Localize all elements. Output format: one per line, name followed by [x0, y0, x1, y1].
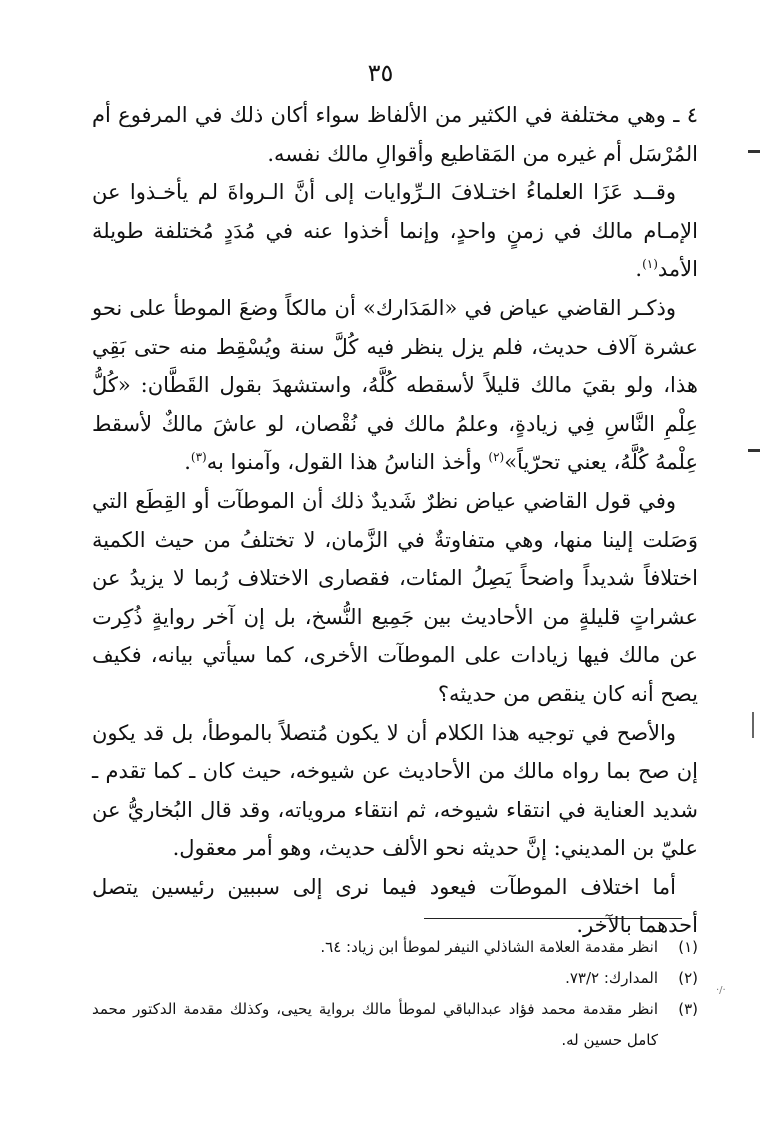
page-number: ٣٥ — [367, 59, 394, 87]
scan-edge-mark — [752, 712, 754, 738]
scan-margin-mark — [748, 150, 760, 153]
footnote-ref-3[interactable]: (٣) — [190, 450, 207, 465]
paragraph-point-4: ٤ ـ وهي مختلفة في الكثير من الألفاظ سواء أكان ذلك في المرفوع أم المُرْسَل أم غيره من المَقاطيع وأقوالِ مالك نفسه. — [92, 103, 698, 166]
paragraph-critique: وفي قول القاضي عياض نظرٌ شَديدٌ ذلك أن الموطآت أو القِطَع التي وَصَلت إلينا منها، وهي متفاوتةٌ في الزَّمان، لا تختلفُ من حيث الكمية اختلافاً شديداً واضحاً يَصِلُ المئات، فقصارى الاختلاف رُبما لا يزيدُ عن عشراتٍ قليلةٍ من الأحاديث بين جَمِيع النُّسخ، بل إن آخر روايةٍ ذُكِرت عن مالك فيها زيادات على الموطآت الأخرى، كما سيأتي بيانه، فكيف يصح أنه كان ينقص من حديثه؟ — [92, 488, 698, 706]
main-text — [92, 96, 698, 945]
paragraph-text: وذكـر القاضي عياض في «المَدَارك» أن مالكاً وضعَ الموطأ على نحو عشرة آلاف حديث، فلم يزل ينظر فيه كُلَّ سنة ويُسْقِط منه حتى بَقِي هذا، ولو بقيَ مالك قليلاً لأسقطه كُلَّهُ، واستشهدَ بقول القَطَّان: «كُلُّ عِلْمِ النَّاسِ فِي زيادةٍ، وعلمُ مالك في نُقْصان، لو عاشَ مالكٌ لأسقط عِلْمهُ كُلَّهُ، يعني تحرّياً» — [92, 295, 698, 475]
paragraph-text: وقــد عَزَا العلماءُ اختـلافَ الـرِّوايات إلى أنَّ الـرواةَ لم يأخـذوا عن الإمـام مالك في زمنٍ واحدٍ، وإنما أخذوا عنه في مُدَدٍ مُختلفة طويلة الأمد — [92, 180, 698, 282]
scan-margin-mark — [748, 449, 760, 452]
footnote-text: انظر مقدمة محمد فؤاد عبدالباقي لموطأ مالك برواية يحيى، وكذلك مقدمة الدكتور محمد كامل حسين له. — [92, 1000, 658, 1049]
paragraph-qadi-iyad: وذكـر القاضي عياض في «المَدَارك» أن مالكاً وضعَ الموطأ على نحو عشرة آلاف حديث، فلم يزل ينظر فيه كُلَّ سنة ويُسْقِط منه حتى بَقِي هذا، ولو بقيَ مالك قليلاً لأسقطه كُلَّهُ، واستشهدَ بقول القَطَّان: «كُلُّ عِلْمِ النَّاسِ فِي زيادةٍ، وعلمُ مالك في نُقْصان، لو عاشَ مالكٌ لأسقط عِلْمهُ كُلَّهُ، يعني تحرّياً»$^{(٢)}$ وأخذ الناسُ هذا القول، وآمنوا به$^{(٣)}$. — [92, 295, 698, 475]
paragraph-narrations: وقــد عَزَا العلماءُ اختـلافَ الـرِّوايات إلى أنَّ الـرواةَ لم يأخـذوا عن الإمـام مالك في زمنٍ واحدٍ، وإنما أخذوا عنه في مُدَدٍ مُختلفة طويلة الأمد$^{(١)}$. — [92, 180, 698, 282]
footnote-item — [92, 932, 698, 963]
scan-stray-mark: ·/· — [716, 985, 726, 996]
footnote-item — [92, 994, 698, 1056]
footnote-text: انظر مقدمة العلامة الشاذلي النيفر لموطأ ابن زياد: ٦٤. — [320, 938, 658, 956]
footnotes — [92, 932, 698, 1056]
footnote-text: المدارك: ٧٣/٢. — [565, 969, 658, 987]
footnote-divider — [424, 918, 682, 919]
footnote-number: (٣) — [678, 1000, 698, 1018]
footnote-number: (٢) — [678, 969, 698, 987]
footnote-ref-2[interactable]: (٢) — [488, 450, 505, 465]
paragraph-interpretation: والأصح في توجيه هذا الكلام أن لا يكون مُتصلاً بالموطأ، بل قد يكون إن صح بما رواه مالك من الأحاديث عن شيوخه، حيث كان ـ كما تقدم ـ شديد العناية في انتقاء شيوخه، ثم انتقاء مروياته، وقد قال البُخاريُّ عن عليّ بن المديني: إنَّ حديثه نحو الألف حديث، وهو أمر معقول. — [92, 720, 698, 861]
footnote-ref-1[interactable]: (١) — [642, 257, 658, 272]
footnote-item — [92, 963, 698, 994]
paragraph-text-tail: وأخذ الناسُ هذا القول، وآمنوا به — [206, 450, 482, 475]
paragraph-conclusion: أما اختلاف الموطآت فيعود فيما نرى إلى سببين رئيسين يتصل أحدهما بالآخر. — [92, 874, 698, 938]
footnote-number: (١) — [678, 938, 698, 956]
